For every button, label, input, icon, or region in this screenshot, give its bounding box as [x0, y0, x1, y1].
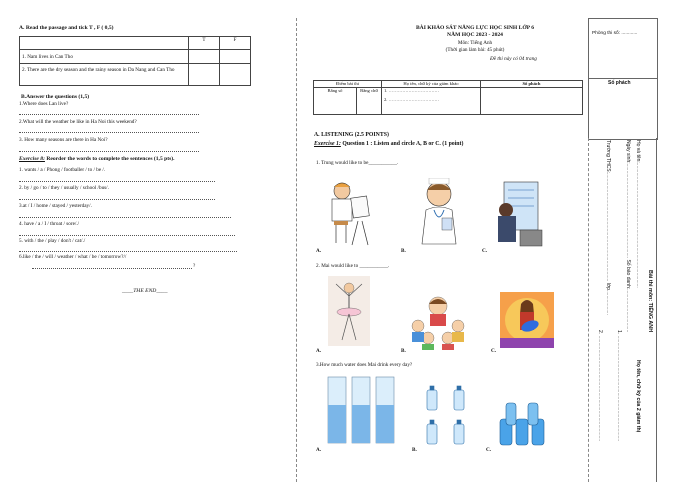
room-number[interactable]: Phòng thi số: ............	[592, 31, 638, 36]
listening-exercise: Exercise 1: Question 1 : Listen and circle A, B or C. (1 point)	[314, 141, 464, 147]
the-end: ____THE END____	[122, 288, 168, 294]
listening-q1: 1. Trung would like to be___________.	[316, 160, 399, 166]
examiner-1: 1. ……………………………	[384, 88, 440, 93]
col-f: F	[219, 37, 250, 50]
question-3: 3. How many seasons are there in Ha Noi?	[19, 137, 108, 143]
answer-line[interactable]	[19, 114, 199, 115]
sophach-head: Số phách	[481, 81, 583, 88]
examiner-2: 2. ……………………………	[384, 96, 440, 102]
option-c[interactable]: C.	[482, 248, 488, 254]
exercise-8-title: Exercise 8: Reorder the words to complete the sentences (1,5 pts).	[19, 156, 175, 162]
engineer-image[interactable]	[492, 180, 544, 252]
option-a-q3[interactable]: A.	[316, 447, 322, 453]
option-a-q2[interactable]: A.	[316, 348, 322, 354]
six-bottles-image[interactable]	[498, 397, 546, 447]
sophach-cell	[481, 88, 583, 115]
ballet-image[interactable]	[328, 276, 370, 346]
artist-image[interactable]	[322, 177, 372, 249]
side-border	[656, 138, 657, 482]
answer-line[interactable]	[32, 268, 192, 269]
answer-line[interactable]	[19, 235, 235, 236]
invigilator-2[interactable]: 2. ............................................................................	[597, 330, 603, 442]
school-year: NĂM HỌC 2023 - 2024	[447, 32, 503, 38]
examiner-lines[interactable]	[382, 88, 481, 115]
listening-title: A. LISTENING (2.5 POINTS)	[314, 132, 389, 138]
exam-title: BÀI KHẢO SÁT NĂNG LỰC HỌC SINH LỚP 6	[415, 25, 535, 31]
fold-line	[296, 18, 297, 482]
question-2: 2.What will the weather be like in Ha Noi this weekend?	[19, 119, 137, 125]
tf-cell[interactable]	[219, 64, 250, 86]
subject: Môn: Tiếng Anh	[457, 40, 493, 46]
invigilator-1[interactable]: 1. ............................................................................	[616, 330, 622, 442]
page-count: Đề thi này có 04 trang	[490, 56, 537, 62]
tf-cell[interactable]	[188, 50, 219, 64]
reorder-1: 1. wants / a / Phong / footballer / to / be /.	[19, 167, 106, 173]
answer-line[interactable]	[19, 217, 231, 218]
score-words[interactable]: Bằng chữ	[357, 88, 382, 115]
answer-line[interactable]	[19, 251, 237, 252]
dob-and-candidate-no[interactable]: Ngày sinh:.................................................................... Số báo danh:...............................	[625, 140, 631, 333]
cut-line	[588, 138, 589, 482]
option-b-q3[interactable]: B.	[412, 447, 417, 453]
tf-cell[interactable]	[219, 50, 250, 64]
col-t: T	[188, 37, 219, 50]
reorder-3: 3.at / I / home / stayed / yesterday/.	[19, 203, 92, 209]
tf-cell[interactable]	[188, 64, 219, 86]
answer-line[interactable]	[19, 132, 199, 133]
answer-line[interactable]	[19, 151, 199, 152]
sophach-label: Số phách	[608, 80, 631, 86]
reorder-6: 6.like / the / will / weather / what / be / tomorrow?//	[19, 254, 127, 260]
reorder-4: 4. have / a / I / throat / sore/./	[19, 221, 80, 227]
option-c-q2[interactable]: C.	[491, 348, 497, 354]
examiner-head: Họ tên, chữ ký của giám khảo	[382, 81, 481, 88]
true-false-table	[19, 36, 251, 86]
reading-children-image[interactable]	[408, 292, 468, 350]
tf-row-2: 2. There are the dry season and the rainy season in Da Nang and Can Tho	[20, 64, 189, 86]
score-table	[313, 80, 583, 115]
option-b[interactable]: B.	[401, 248, 406, 254]
score-number[interactable]: Bằng số	[314, 88, 357, 115]
reorder-5: 5. with / the / play / don't / cat/./	[19, 238, 86, 244]
answer-line[interactable]	[19, 199, 215, 200]
option-c-q3[interactable]: C.	[486, 447, 492, 453]
school-and-class[interactable]: Trường THCS:.............................................................................. lớp..................	[605, 140, 611, 315]
exam-time: (Thời gian làm bài: 45 phút)	[445, 47, 505, 53]
tf-row-1: 1. Nam lives in Can Tho	[20, 50, 189, 64]
glasses-image[interactable]	[326, 375, 396, 447]
answer-line[interactable]	[19, 181, 215, 182]
listening-q3: 3.How much water does Mai drink every day?	[316, 362, 413, 368]
listening-q2: 2. Mai would like to ___________.	[316, 263, 390, 269]
doctor-image[interactable]	[414, 178, 464, 248]
option-b-q2[interactable]: B.	[401, 348, 406, 354]
reorder-2: 2. by / go / to / they / usually / school /bus/.	[19, 185, 109, 191]
question-1: 1.Where does Lan live?	[19, 101, 69, 107]
four-bottles-image[interactable]	[424, 384, 470, 450]
room-box	[588, 18, 658, 79]
sophach-box	[588, 78, 658, 140]
invigilators-title: Họ tên, chữ ký của 2 giám thị	[635, 360, 641, 433]
score-head: Điểm bài thi	[314, 81, 382, 88]
part-a-title: A. Read the passage and tick T , F ( 0,5)	[19, 25, 114, 31]
part-b-title: B.Answer the questions (1,5)	[21, 94, 90, 100]
option-a[interactable]: A.	[316, 248, 322, 254]
subject-vertical: Bài thi môn: TIẾNG ANH	[647, 270, 653, 333]
singer-image[interactable]	[500, 292, 554, 348]
student-name[interactable]: Họ và tên:..........................................................................................	[635, 140, 641, 288]
